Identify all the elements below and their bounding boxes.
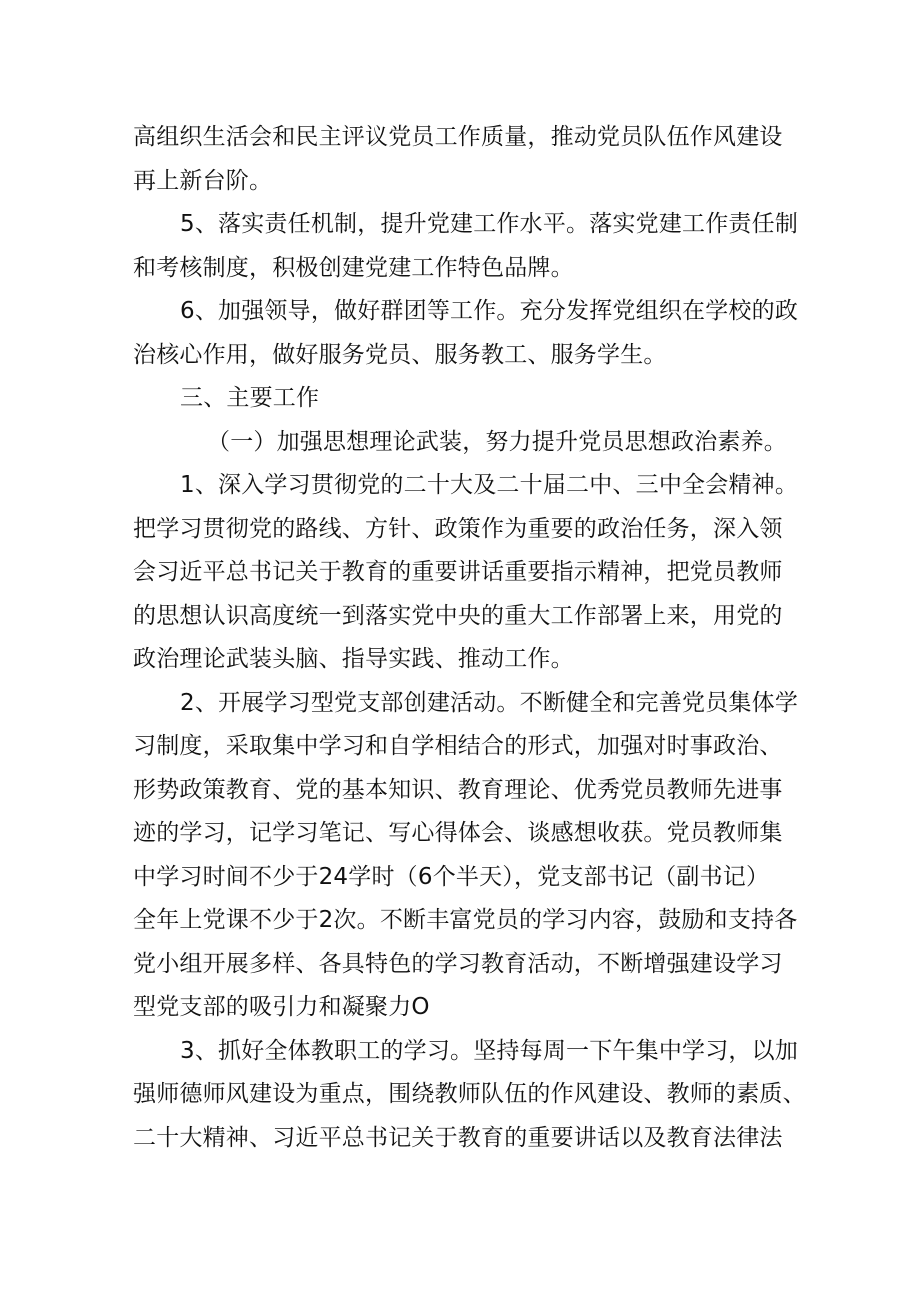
text-line: 全年上党课不少于2次。不断丰富党员的学习内容，鼓励和支持各 — [133, 907, 798, 933]
text-line: 的思想认识高度统一到落实党中央的重大工作部署上来，用党的 — [133, 603, 783, 629]
text-line: 2、开展学习型党支部创建活动。不断健全和完善党员集体学 — [180, 690, 799, 716]
text-line: 政治理论武装头脑、指导实践、推动工作。 — [133, 646, 574, 672]
text-line: 5、落实责任机制，提升党建工作水平。落实党建工作责任制 — [180, 211, 799, 237]
text-line: 1、深入学习贯彻党的二十大及二十届二中、三中全会精神。 — [180, 472, 799, 498]
text-line: 二十大精神、习近平总书记关于教育的重要讲话以及教育法律法 — [133, 1125, 783, 1151]
text-line: 再上新台阶。 — [133, 168, 273, 194]
subsection-heading: （一）加强思想理论武装，努力提升党员思想政治素养。 — [207, 429, 787, 455]
text-line: 治核心作用，做好服务党员、服务教工、服务学生。 — [133, 342, 667, 368]
text-line: 迹的学习，记学习笔记、写心得体会、谈感想收获。党员教师集 — [133, 820, 783, 846]
text-line: 3、抓好全体教职工的学习。坚持每周一下午集中学习，以加 — [180, 1038, 799, 1064]
text-line: 形势政策教育、党的基本知识、教育理论、优秀党员教师先进事 — [133, 777, 783, 803]
text-line: 和考核制度，积极创建党建工作特色品牌。 — [133, 255, 574, 281]
text-line: 党小组开展多样、各具特色的学习教育活动，不断增强建设学习 — [133, 951, 783, 977]
text-line: 中学习时间不少于24学时（6个半天），党支部书记（副书记） — [133, 864, 770, 890]
text-line: 会习近平总书记关于教育的重要讲话重要指示精神，把党员教师 — [133, 559, 783, 585]
text-line: 强师德师风建设为重点，围绕教师队伍的作风建设、教师的素质、 — [133, 1081, 806, 1107]
text-line: 习制度，采取集中学习和自学相结合的形式，加强对时事政治、 — [133, 733, 783, 759]
text-line: 高组织生活会和民主评议党员工作质量，推动党员队伍作风建设 — [133, 124, 783, 150]
text-line: 6、加强领导，做好群团等工作。充分发挥党组织在学校的政 — [180, 298, 799, 324]
text-line: 把学习贯彻党的路线、方针、政策作为重要的政治任务，深入领 — [133, 516, 783, 542]
section-heading: 三、主要工作 — [180, 385, 320, 411]
text-line: 型党支部的吸引力和凝聚力O — [133, 994, 430, 1020]
